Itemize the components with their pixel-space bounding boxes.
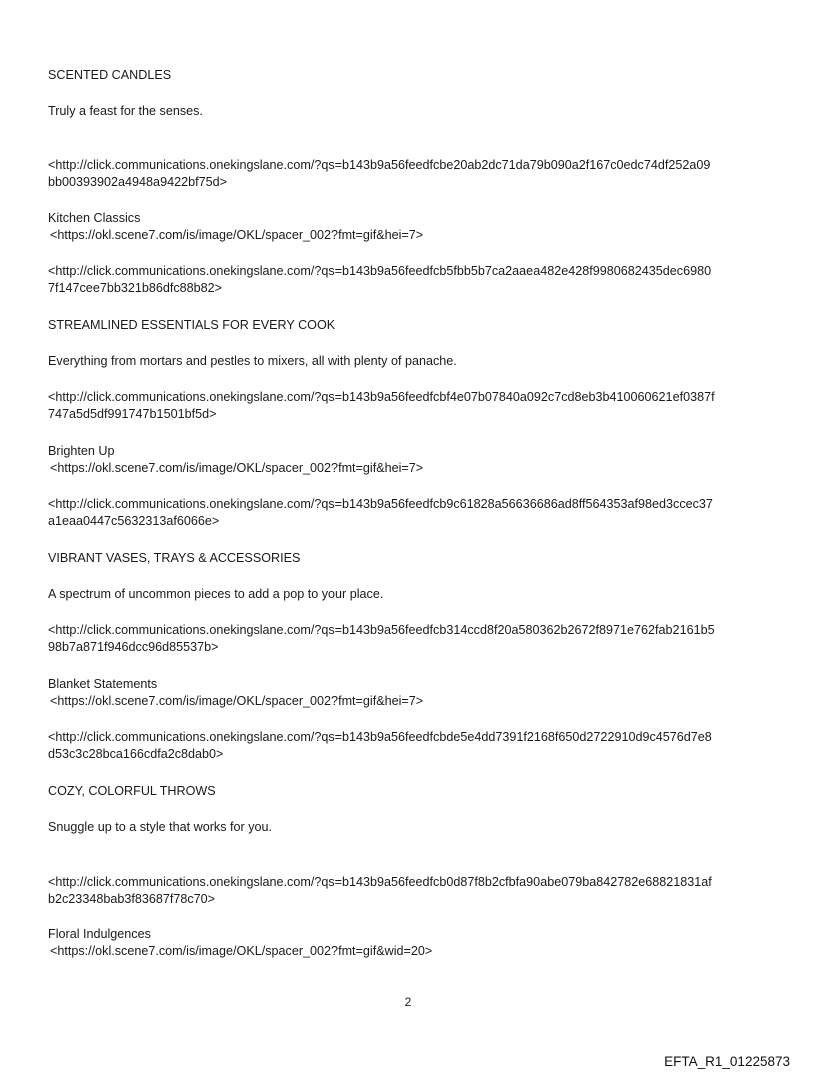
page-number: 2 (404, 995, 412, 1009)
section-heading: STREAMLINED ESSENTIALS FOR EVERY COOK (48, 318, 336, 332)
tracking-link[interactable]: <http://click.communications.onekingslane.com/?qs=b143b9a56feedfcb5fbb5b7ca2aaea482e428f9980682435dec6980 (48, 264, 712, 278)
image-link[interactable]: <https://okl.scene7.com/is/image/OKL/spacer_002?fmt=gif&hei=7> (50, 694, 424, 708)
document-id: EFTA_R1_01225873 (664, 1054, 790, 1069)
tracking-link[interactable]: <http://click.communications.onekingslane.com/?qs=b143b9a56feedfcb314ccd8f20a580362b2672f8971e762fab2161b5 (48, 623, 715, 637)
section-heading: COZY, COLORFUL THROWS (48, 784, 216, 798)
image-link[interactable]: <https://okl.scene7.com/is/image/OKL/spacer_002?fmt=gif&hei=7> (50, 461, 424, 475)
image-link[interactable]: <https://okl.scene7.com/is/image/OKL/spacer_002?fmt=gif&wid=20> (50, 944, 433, 958)
tracking-link[interactable]: <http://click.communications.onekingslane.com/?qs=b143b9a56feedfcb9c61828a56636686ad8ff564353af98ed3ccec37 (48, 497, 713, 511)
tracking-link[interactable]: <http://click.communications.onekingslane.com/?qs=b143b9a56feedfcbf4e07b07840a092c7cd8eb3b410060621ef0387f (48, 390, 715, 404)
tracking-link[interactable]: <http://click.communications.onekingslane.com/?qs=b143b9a56feedfcb0d87f8b2cfbfa90abe079ba842782e68821831af (48, 875, 712, 889)
tracking-link-continued[interactable]: 747a5d5df991747b1501bf5d> (48, 407, 217, 421)
section-title: Floral Indulgences (48, 927, 151, 941)
section-heading: SCENTED CANDLES (48, 68, 172, 82)
tracking-link[interactable]: <http://click.communications.onekingslane.com/?qs=b143b9a56feedfcbde5e4dd7391f2168f650d2722910d9c4576d7e8 (48, 730, 712, 744)
section-tagline: Snuggle up to a style that works for you. (48, 820, 273, 834)
tracking-link-continued[interactable]: 98b7a871f946dcc96d85537b> (48, 640, 219, 654)
tracking-link-continued[interactable]: bb00393902a4948a9422bf75d> (48, 175, 227, 189)
tracking-link-continued[interactable]: 7f147cee7bb321b86dfc88b82> (48, 281, 223, 295)
section-title: Kitchen Classics (48, 211, 141, 225)
tracking-link-continued[interactable]: d53c3c28bca166cdfa2c8dab0> (48, 747, 224, 761)
section-title: Blanket Statements (48, 677, 158, 691)
image-link[interactable]: <https://okl.scene7.com/is/image/OKL/spacer_002?fmt=gif&hei=7> (50, 228, 424, 242)
section-tagline: A spectrum of uncommon pieces to add a pop to your place. (48, 587, 384, 601)
tracking-link[interactable]: <http://click.communications.onekingslane.com/?qs=b143b9a56feedfcbe20ab2dc71da79b090a2f167c0edc74df252a09 (48, 158, 711, 172)
tracking-link-continued[interactable]: b2c23348bab3f83687f78c70> (48, 892, 216, 906)
section-title: Brighten Up (48, 444, 115, 458)
section-tagline: Everything from mortars and pestles to mixers, all with plenty of panache. (48, 354, 457, 368)
section-heading: VIBRANT VASES, TRAYS & ACCESSORIES (48, 551, 301, 565)
section-tagline: Truly a feast for the senses. (48, 104, 203, 118)
tracking-link-continued[interactable]: a1eaa0447c5632313af6066e> (48, 514, 220, 528)
